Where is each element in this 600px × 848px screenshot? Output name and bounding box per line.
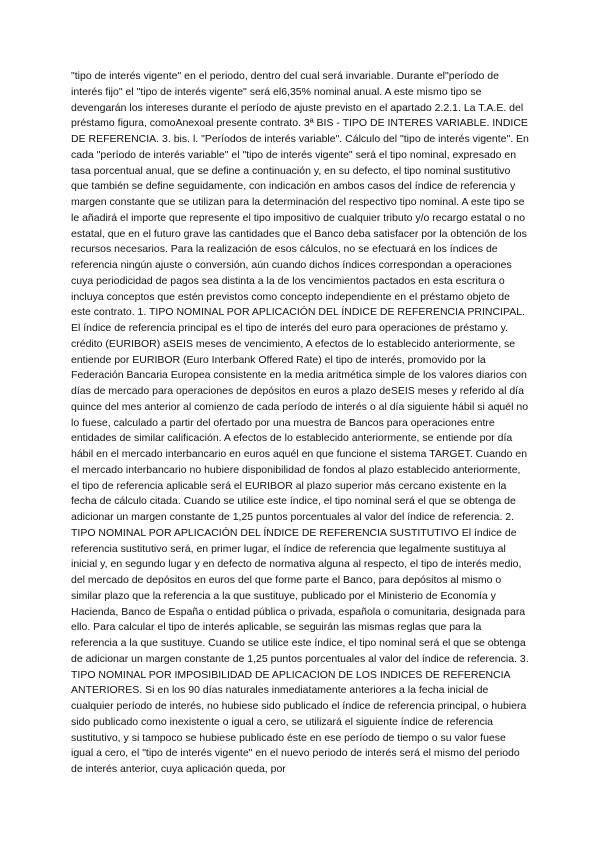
document-body-text: "tipo de interés vigente" en el periodo, dentro del cual será invariable. Durante el"período de interés fijo" el "tipo de interés vigente" será el6,35% nominal anual. A este mismo tipo se devengarán los intereses durante el período de ajuste previsto en el apartado 2.2.1. La T.A.E. del préstamo figura, comoAnexoal presente contrato. 3ª BIS - TIPO DE INTERES VARIABLE. INDICE DE REFERENCIA. 3. bis. l. "Períodos de interés variable". Cálculo del "tipo de interés vigente". En cada "período de interés variable" el "tipo de interés vigente" será el tipo nominal, expresado en tasa porcentual anual, que se define a continuación y, en su defecto, el tipo nominal sustitutivo que también se define seguidamente, con indicación en ambos casos del índice de referencia y margen constante que se utilizan para la determinación del respectivo tipo nominal. A este tipo se le añadirá el importe que represente el tipo impositivo de cualquier tributo y/o recargo estatal o no estatal, que en el futuro grave las cantidades que el Banco deba satisfacer por la obtención de los recursos necesarios. Para la realización de esos cálculos, no se efectuará en los índices de referencia ningún ajuste o conversión, aún cuando dichos índices correspondan a operaciones cuya periodicidad de pagos sea distinta a la de los vencimientos pactados en esta escritura o incluya conceptos que estén previstos como concepto independiente en el préstamo objeto de este contrato. 1. TIPO NOMINAL POR APLICACIÓN DEL ÍNDICE DE REFERENCIA PRINCIPAL. El índice de referencia principal es el tipo de interés del euro para operaciones de préstamo y. crédito (EURIBOR) aSEIS meses de vencimiento, A efectos de lo establecido anteriormente, se entiende por EURIBOR (Euro Interbank Offered Rate) el tipo de interés, promovido por la Federación Bancaria Europea consistente en la media aritmética simple de los valores diarios con días de mercado para operaciones de depósitos en euros a plazo deSEIS meses y referido al día quince del mes anterior al comienzo de cada período de interés o al día siguiente hábil si aquél no lo fuese, calculado a partir del ofertado por una muestra de Bancos para operaciones entre entidades de similar calificación. A efectos de lo establecido anteriormente, se entiende por día hábil en el mercado interbancario en euros aquél en que funcione el sistema TARGET. Cuando en el mercado interbancario no hubiere disponibilidad de fondos al plazo establecido anteriormente, el tipo de referencia aplicable será el EURIBOR al plazo superior más cercano existente en la fecha de cálculo citada. Cuando se utilice este índice, el tipo nominal será el que se obtenga de adicionar un margen constante de 1,25 puntos porcentuales al valor del índice de referencia. 2. TIPO NOMINAL POR APLICACIÓN DEL ÍNDICE DE REFERENCIA SUSTITUTIVO El índice de referencia sustitutivo será, en primer lugar, el índice de referencia que legalmente sustituya al inicial y, en segundo lugar y en defecto de normativa alguna al respecto, el tipo de interés medio, del mercado de depósitos en euros del que forme parte el Banco, para depósitos al mismo o similar plazo que la referencia a la que sustituye, publicado por el Ministerio de Economía y Hacienda, Banco de España o entidad pública o privada, española o comunitaria, designada para ello. Para calcular el tipo de interés aplicable, se seguirán las mismas reglas que para la referencia a la que sustituye. Cuando se utilice este índice, el tipo nominal será el que se obtenga de adicionar un margen constante de 1,25 puntos porcentuales al valor del índice de referencia. 3. TIPO NOMINAL POR IMPOSIBILIDAD DE APLICACION DE LOS INDICES DE REFERENCIA ANTERIORES. Si en los 90 días naturales inmediatamente anteriores a la fecha inicial de cualquier período de interés, no hubiese sido publicado el índice de referencia principal, o hubiera sido publicado como inexistente o igual a cero, se utilizará el siguiente índice de referencia sustitutivo, y si tampoco se hubiese publicado éste en ese período de tiempo o su valor fuese igual a cero, el "tipo de interés vigente" en el nuevo periodo de interés será el mismo del periodo de interés anterior, cuya aplicación queda, por	[71, 70, 529, 775]
